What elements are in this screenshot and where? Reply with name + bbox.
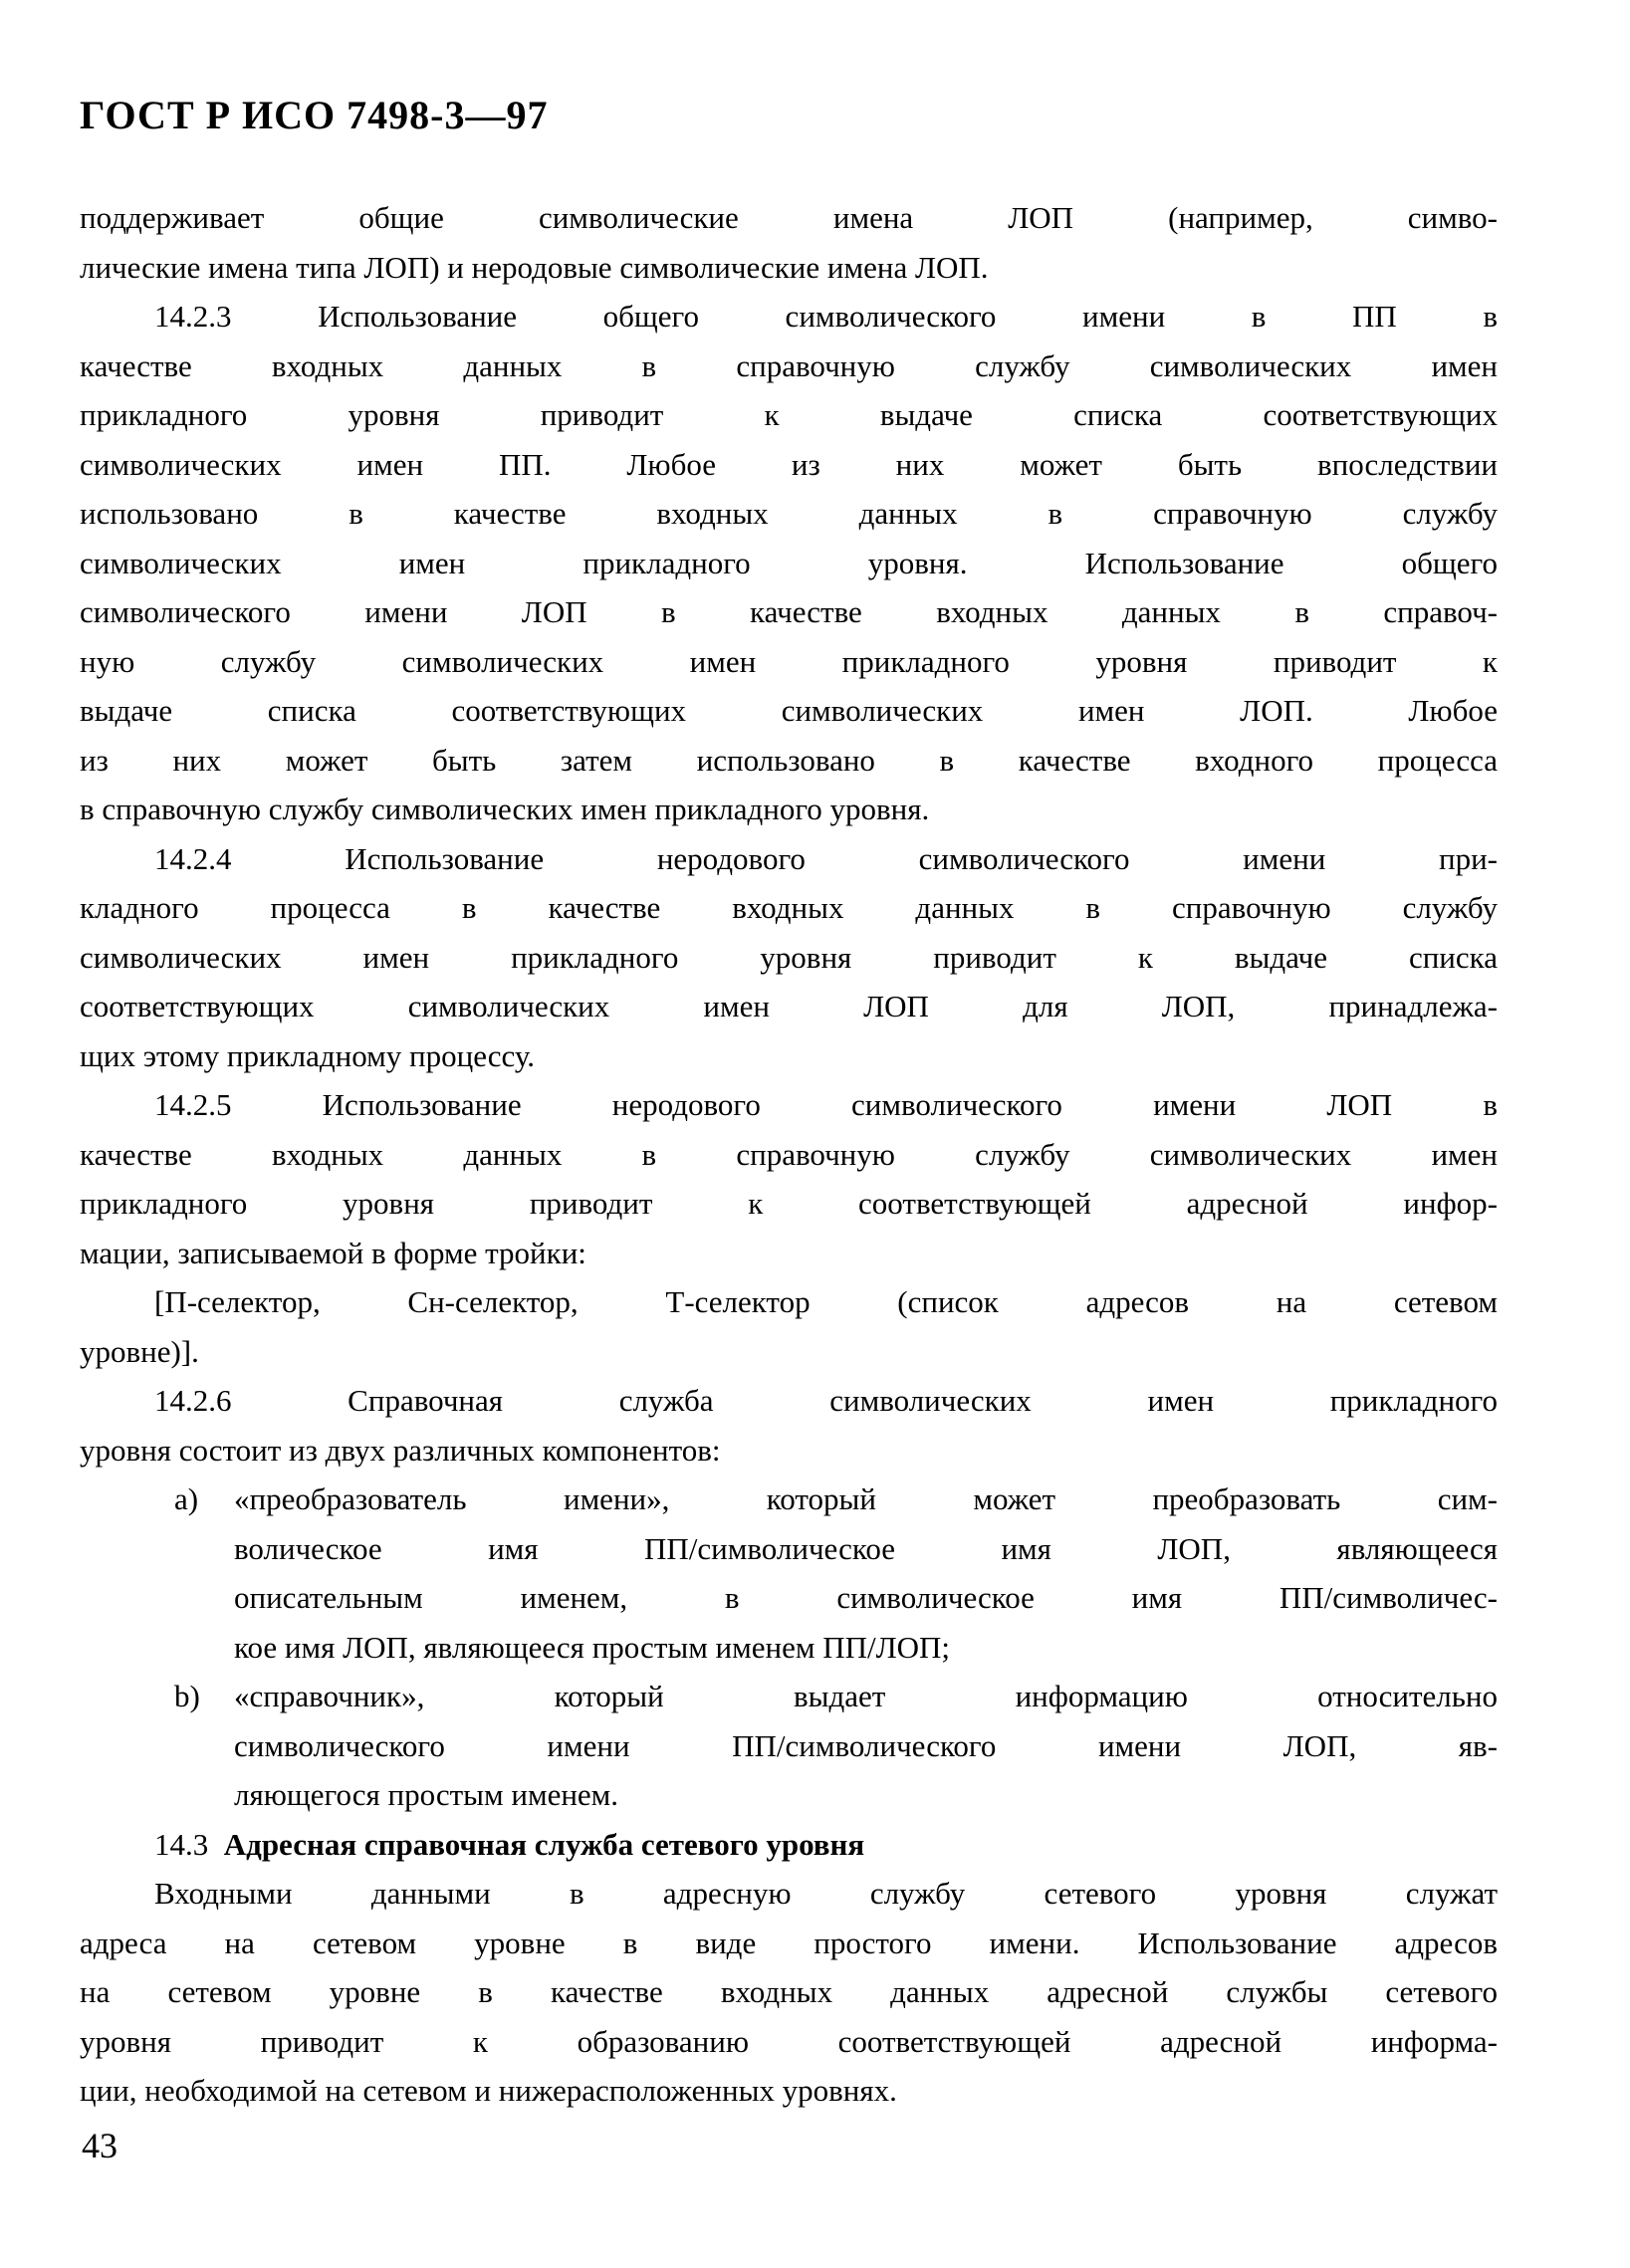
text-line: уровне)]. xyxy=(80,1333,199,1369)
list-item-text: «преобразователь имени», который может преобразовать сим- xyxy=(234,1481,1498,1516)
text-line: символического имени ЛОП в качестве входных данных в справоч- xyxy=(80,594,1498,629)
text-line: ции, необходимой на сетевом и нижерасположенных уровнях. xyxy=(80,2073,897,2108)
text-line: выдаче списка соответствующих символических имен ЛОП. Любое xyxy=(80,693,1498,728)
text-line: волическое имя ПП/символическое имя ЛОП, являющееся xyxy=(234,1530,1498,1566)
text-line: 14.2.6 Справочная служба символических имен прикладного xyxy=(154,1383,1498,1418)
text-line: поддерживает общие символические имена ЛОП (например, симво- xyxy=(80,200,1498,235)
text-line: описательным именем, в символическое имя ПП/символичес- xyxy=(234,1580,1498,1615)
list-item-b xyxy=(80,1672,1498,1721)
text-line: прикладного уровня приводит к соответствующей адресной инфор- xyxy=(80,1186,1498,1221)
text-line: 14.2.3 Использование общего символического имени в ПП в xyxy=(154,299,1498,334)
text-line: символических имен прикладного уровня. Использование общего xyxy=(80,545,1498,580)
text-line: качестве входных данных в справочную службу символических имен xyxy=(80,1136,1498,1172)
text-line: щих этому прикладному процессу. xyxy=(80,1037,536,1073)
text-line: 14.2.5 Использование неродового символического имени ЛОП в xyxy=(154,1087,1498,1122)
text-line: прикладного уровня приводит к выдаче списка соответствующих xyxy=(80,397,1498,432)
document-code-header: ГОСТ Р ИСО 7498-3—97 xyxy=(80,93,549,137)
section-number: 14.3 xyxy=(154,1826,209,1862)
text-line: адреса на сетевом уровне в виде простого имени. Использование адресов xyxy=(80,1925,1498,1960)
text-line: соответствующих символических имен ЛОП для ЛОП, принадлежа- xyxy=(80,989,1498,1023)
text-line: Входными данными в адресную службу сетевого уровня служат xyxy=(154,1876,1498,1911)
text-column xyxy=(80,193,1498,2116)
text-line: символических имен ПП. Любое из них может быть впоследствии xyxy=(80,446,1498,482)
list-marker-a: a) xyxy=(174,1481,199,1516)
text-line: символических имен прикладного уровня приводит к выдаче списка xyxy=(80,939,1498,975)
list-item-a xyxy=(80,1474,1498,1524)
text-line: ную службу символических имен прикладного уровня приводит к xyxy=(80,643,1498,679)
text-line: из них может быть затем использовано в качестве входного процесса xyxy=(80,742,1498,778)
text-line: ляющегося простым именем. xyxy=(234,1777,619,1812)
list-item-text: «справочник», который выдает информацию относительно xyxy=(234,1679,1498,1713)
section-title: Адресная справочная служба сетевого уровня xyxy=(223,1826,865,1862)
section-heading-14-3 xyxy=(80,1820,1498,1870)
text-line: в справочную службу символических имен прикладного уровня. xyxy=(80,792,930,826)
text-line: кое имя ЛОП, являющееся простым именем ПП/ЛОП; xyxy=(234,1629,951,1665)
text-line: на сетевом уровне в качестве входных данных адресной службы сетевого xyxy=(80,1974,1498,2009)
list-marker-b: b) xyxy=(174,1679,200,1713)
text-line: качестве входных данных в справочную службу символических имен xyxy=(80,347,1498,383)
text-line: мации, записываемой в форме тройки: xyxy=(80,1235,586,1270)
text-line: кладного процесса в качестве входных данных в справочную службу xyxy=(80,890,1498,925)
page-number: 43 xyxy=(82,2126,117,2165)
text-line: уровня приводит к образованию соответствующей адресной информа- xyxy=(80,2023,1498,2059)
text-line: уровня состоит из двух различных компонентов: xyxy=(80,1432,721,1468)
text-line: символического имени ПП/символического имени ЛОП, яв- xyxy=(234,1727,1498,1763)
text-line: использовано в качестве входных данных в справочную службу xyxy=(80,496,1498,531)
text-line: 14.2.4 Использование неродового символического имени при- xyxy=(154,840,1498,876)
text-line: лические имена типа ЛОП) и неродовые символические имена ЛОП. xyxy=(80,249,989,285)
text-line: [П-селектор, Сн-селектор, Т-селектор (список адресов на сетевом xyxy=(154,1284,1498,1319)
